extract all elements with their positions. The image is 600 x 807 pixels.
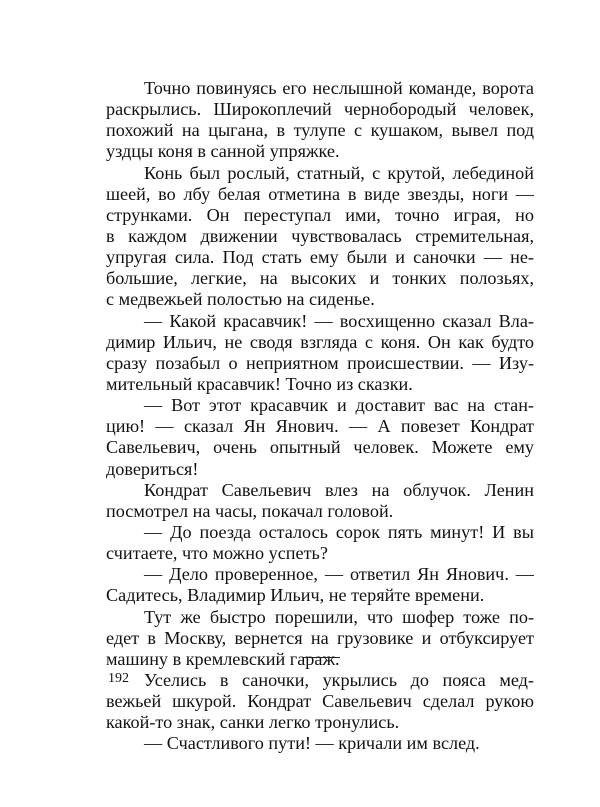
text-line: — Какой красавчик! — восхищенно сказал Вла-	[144, 310, 534, 331]
text-line: машину в кремлевский гараж.	[106, 648, 340, 669]
text-line: какой-то знак, санки легко тронулись.	[106, 712, 400, 733]
text-line: Тут же быстро порешили, что шофер тоже по-	[144, 606, 534, 627]
text-line: вежьей шкурой. Кондрат Савельевич сделал рукою	[106, 691, 534, 712]
text-line: Садитесь, Владимир Ильич, не теряйте времени.	[106, 585, 485, 606]
text-line: едет в Москву, вернется на грузовике и отбуксирует	[106, 627, 534, 648]
text-line: посмотрел на часы, покачал головой.	[106, 500, 394, 521]
text-line: уздцы коня в санной упряжке.	[106, 141, 340, 162]
text-line: цию! — сказал Ян Янович. — А повезет Кондрат	[106, 416, 534, 437]
body-text	[106, 78, 534, 755]
text-line: димир Ильич, не сводя взгляда с коня. Он как будто	[106, 331, 534, 352]
text-line: с медвежьей полостью на сиденье.	[106, 289, 375, 310]
text-line: Савельевич, очень опытный человек. Можете ему	[106, 437, 534, 458]
page-number: 192	[108, 671, 129, 686]
text-line: Конь был рослый, статный, с крутой, лебединой	[144, 162, 534, 183]
text-line: похожий на цыгана, в тулупе с кушаком, вывел под	[106, 120, 534, 141]
text-line: струнками. Он переступал ими, точно играя, но	[106, 204, 534, 225]
text-line: большие, легкие, на высоких и тонких полозьях,	[106, 268, 534, 289]
text-line: Точно повинуясь его неслышной команде, ворота	[144, 78, 534, 98]
text-line: упругая сила. Под стать ему были и саночки — не-	[106, 247, 534, 268]
text-line: раскрылись. Широкоплечий чернобородый человек,	[106, 99, 534, 120]
text-line: мительный красавчик! Точно из сказки.	[106, 373, 413, 394]
text-line: — Счастливого пути! — кричали им вслед.	[144, 733, 480, 754]
text-line: Уселись в саночки, укрылись до пояса мед-	[144, 669, 534, 690]
text-line: Кондрат Савельевич влез на облучок. Ленин	[144, 479, 534, 500]
section-divider	[303, 657, 340, 658]
text-line: в каждом движении чувствовалась стремительная,	[106, 225, 534, 246]
text-line: довериться!	[106, 458, 199, 479]
text-line: — До поезда осталось сорок пять минут! И вы	[144, 521, 534, 542]
text-line: — Вот этот красавчик и доставит вас на стан-	[144, 395, 534, 416]
text-line: — Дело проверенное, — ответил Ян Янович. —	[144, 564, 534, 585]
text-line: шеей, во лбу белая отметина в виде звезды, ноги —	[106, 183, 534, 204]
text-line: считаете, что можно успеть?	[106, 543, 328, 564]
text-line: сразу позабыл о неприятном происшествии. — Изу-	[106, 352, 534, 373]
